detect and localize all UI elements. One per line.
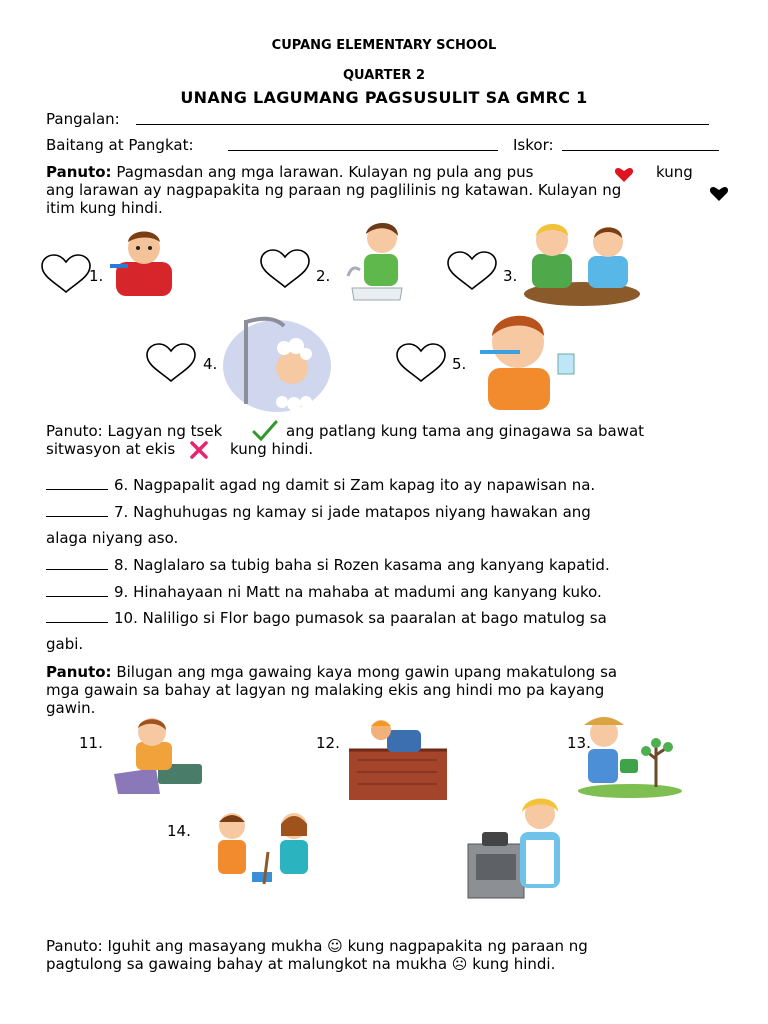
answer-blank[interactable] — [46, 475, 108, 490]
grade-label: Baitang at Pangkat: — [46, 136, 194, 154]
boy-folding-clothes-picture[interactable] — [108, 714, 206, 796]
boy-brushing-teeth-picture — [106, 224, 178, 298]
part3-line3: gawin. — [46, 699, 96, 717]
part1-instructions — [46, 163, 746, 217]
item-number-5: 5. — [452, 355, 467, 373]
list-item — [46, 582, 602, 601]
list-item — [46, 475, 595, 494]
part2-line1b: ang patlang kung tama ang ginagawa sa bawat — [286, 422, 645, 440]
part4-line1: Panuto: Iguhit ang masayang mukha ☺ kung nagpapakita ng paraan ng — [46, 937, 588, 955]
man-fixing-roof-picture[interactable] — [347, 716, 449, 802]
list-item — [46, 555, 610, 574]
heart-outline-icon[interactable] — [395, 343, 447, 383]
part1-line1: Pagmasdan ang mga larawan. Kulayan ng pula ang pus — [116, 163, 534, 181]
score-label: Iskor: — [513, 136, 554, 154]
item-number-13: 13. — [567, 734, 591, 752]
part3-bold-label: Panuto: — [46, 663, 112, 681]
item-10-continuation: gabi. — [46, 635, 84, 653]
kids-playing-in-mud-picture — [522, 214, 642, 306]
item-number-4: 4. — [203, 355, 218, 373]
page-title: UNANG LAGUMANG PAGSUSULIT SA GMRC 1 — [180, 88, 588, 107]
part4-line2: pagtulong sa gawaing bahay at malungkot na mukha ☹ kung hindi. — [46, 955, 556, 973]
item-text: 6. Nagpapalit agad ng damit si Zam kapag ito ay napawisan na. — [114, 476, 596, 494]
part2-line2b: kung hindi. — [230, 440, 314, 458]
list-item — [46, 608, 607, 627]
item-number-12: 12. — [316, 734, 340, 752]
item-number-1: 1. — [89, 267, 104, 285]
grade-field[interactable] — [228, 150, 498, 151]
name-label: Pangalan: — [46, 110, 120, 128]
item-number-3: 3. — [503, 267, 518, 285]
part2-line2a: sitwasyon at ekis — [46, 440, 176, 458]
answer-blank[interactable] — [46, 555, 108, 570]
answer-blank[interactable] — [46, 582, 108, 597]
item-text: 10. Naliligo si Flor bago pumasok sa paaralan at bago matulog sa — [114, 609, 607, 627]
heart-outline-icon[interactable] — [259, 249, 311, 289]
item-7-continuation: alaga niyang aso. — [46, 529, 179, 547]
answer-blank[interactable] — [46, 502, 108, 517]
child-watering-plant-picture[interactable] — [576, 707, 682, 799]
part3-line1: Bilugan ang mga gawaing kaya mong gawin upang makatulong sa — [116, 663, 618, 681]
red-heart-icon — [614, 167, 634, 187]
boy-brushing-teeth-with-cup-picture — [472, 306, 582, 412]
part3-line2: mga gawain sa bahay at lagyan ng malaking ekis ang hindi mo pa kayang — [46, 681, 605, 699]
quarter-label: QUARTER 2 — [342, 68, 426, 83]
part2-line1a: Panuto: Lagyan ng tsek — [46, 422, 223, 440]
part1-line1-end: kung — [656, 163, 693, 181]
item-text: 7. Naghuhugas ng kamay si jade matapos niyang hawakan ang — [114, 503, 591, 521]
item-text: 9. Hinahayaan ni Matt na mahaba at madumi ang kanyang kuko. — [114, 583, 602, 601]
kids-sweeping-picture[interactable] — [206, 806, 324, 898]
boy-washing-hands-picture — [342, 214, 412, 304]
score-field[interactable] — [562, 150, 719, 151]
child-showering-picture — [222, 310, 332, 414]
heart-outline-icon[interactable] — [145, 343, 197, 383]
woman-cooking-picture[interactable] — [466, 792, 574, 902]
item-number-2: 2. — [316, 267, 331, 285]
item-text: 8. Naglalaro sa tubig baha si Rozen kasama ang kanyang kapatid. — [114, 556, 610, 574]
part1-bold-label: Panuto: — [46, 163, 112, 181]
heart-outline-icon[interactable] — [446, 251, 498, 291]
name-field[interactable] — [136, 124, 709, 125]
list-item — [46, 502, 591, 521]
item-number-11: 11. — [79, 734, 103, 752]
black-heart-icon — [708, 186, 730, 206]
school-name: CUPANG ELEMENTARY SCHOOL — [271, 38, 497, 53]
part1-line3: itim kung hindi. — [46, 199, 163, 217]
cross-mark-icon — [189, 440, 209, 464]
item-number-14: 14. — [167, 822, 191, 840]
heart-outline-icon[interactable] — [40, 254, 92, 294]
answer-blank[interactable] — [46, 608, 108, 623]
part1-line2: ang larawan ay nagpapakita ng paraan ng paglilinis ng katawan. Kulayan ng — [46, 181, 622, 199]
